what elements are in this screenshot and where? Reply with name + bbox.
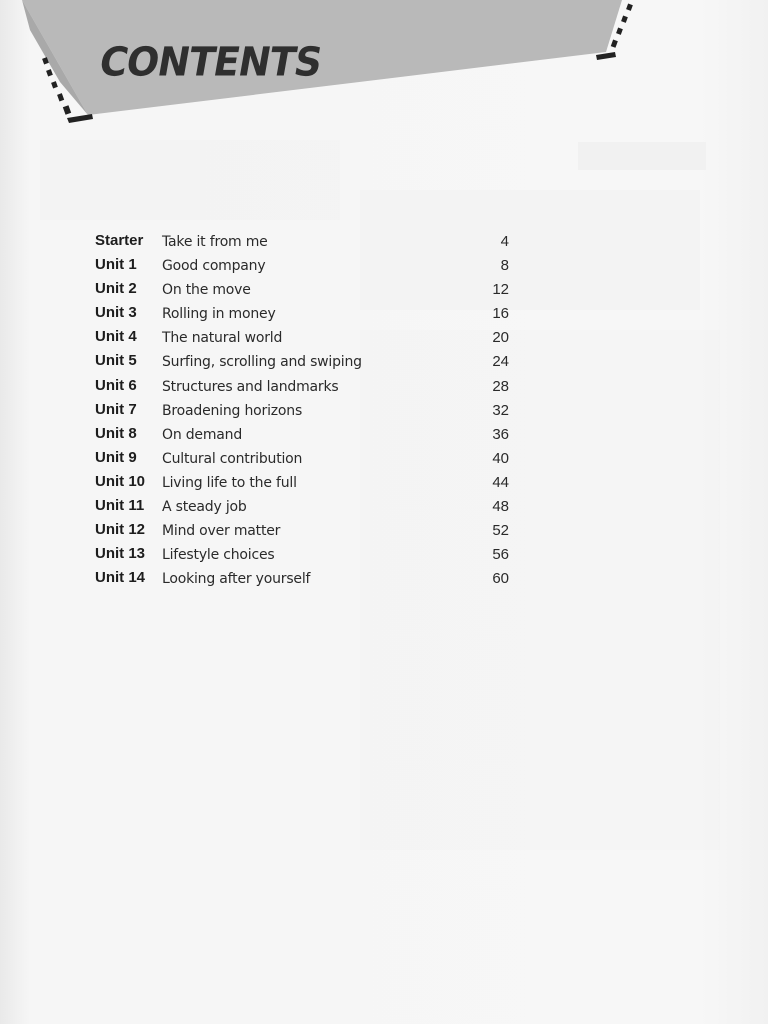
toc-unit-label: Unit 3	[95, 304, 137, 322]
toc-page-number: 4	[500, 233, 509, 250]
toc-unit-label: Unit 7	[95, 400, 137, 418]
toc-unit-title: On demand	[162, 426, 243, 443]
toc-row-unit-1[interactable]	[95, 253, 515, 277]
toc-page-number: 28	[492, 377, 509, 395]
toc-unit-label: Unit 9	[95, 448, 137, 466]
toc-unit-title: A steady job	[162, 499, 247, 516]
toc-page-number: 36	[492, 425, 509, 443]
toc-row-unit-10[interactable]	[95, 470, 515, 494]
toc-page-number: 20	[492, 329, 509, 347]
toc-row-unit-11[interactable]	[95, 494, 515, 518]
toc-page-number: 32	[492, 401, 509, 419]
show-through-block	[40, 140, 340, 220]
toc-row-unit-4[interactable]	[95, 325, 515, 349]
toc-row-unit-13[interactable]	[95, 542, 515, 566]
toc-unit-label: Unit 12	[95, 521, 146, 539]
toc-unit-label: Unit 6	[95, 376, 137, 394]
toc-page-number: 24	[492, 353, 509, 371]
toc-page-number: 8	[500, 257, 509, 275]
toc-unit-label: Starter	[95, 232, 144, 249]
toc-unit-title: Lifestyle choices	[162, 547, 275, 564]
toc-page-number: 52	[492, 522, 509, 540]
toc-unit-title: Broadening horizons	[162, 402, 303, 419]
toc-unit-title: Take it from me	[162, 234, 268, 250]
toc-unit-label: Unit 14	[95, 569, 146, 587]
toc-row-unit-6[interactable]	[95, 374, 515, 398]
toc-page-number: 40	[492, 449, 509, 467]
toc-unit-title: Rolling in money	[162, 306, 276, 323]
toc-unit-title: Mind over matter	[162, 523, 281, 540]
toc-page-number: 16	[492, 305, 509, 323]
page-title: CONTENTS	[95, 38, 326, 86]
show-through-block	[578, 142, 706, 170]
toc-row-unit-2[interactable]	[95, 277, 515, 301]
toc-unit-label: Unit 10	[95, 472, 146, 490]
toc-page-number: 48	[492, 498, 509, 516]
toc-page-number: 12	[492, 281, 509, 299]
toc-unit-title: On the move	[162, 282, 251, 299]
toc-row-unit-14[interactable]	[95, 566, 515, 590]
toc-unit-title: Surfing, scrolling and swiping	[162, 354, 362, 371]
toc-unit-title: Good company	[162, 258, 266, 275]
toc-row-unit-12[interactable]	[95, 518, 515, 542]
toc-unit-title: Living life to the full	[162, 474, 297, 491]
toc-row-unit-9[interactable]	[95, 446, 515, 470]
toc-unit-label: Unit 2	[95, 280, 137, 298]
toc-row-unit-3[interactable]	[95, 301, 515, 325]
toc-unit-label: Unit 5	[95, 352, 137, 370]
toc-unit-label: Unit 11	[95, 497, 145, 515]
toc-page-number: 44	[492, 473, 509, 491]
toc-page-number: 56	[492, 546, 509, 564]
toc-row-unit-8[interactable]	[95, 422, 515, 446]
toc-unit-title: Cultural contribution	[162, 450, 303, 467]
toc-unit-label: Unit 4	[95, 328, 137, 346]
toc-unit-label: Unit 8	[95, 424, 137, 442]
toc-unit-title: The natural world	[162, 330, 283, 347]
table-of-contents	[95, 229, 515, 590]
toc-row-starter[interactable]	[95, 229, 515, 253]
toc-unit-title: Structures and landmarks	[162, 378, 339, 395]
toc-unit-label: Unit 1	[95, 256, 137, 274]
toc-row-unit-5[interactable]	[95, 349, 515, 373]
toc-unit-title: Looking after yourself	[162, 571, 311, 588]
toc-unit-label: Unit 13	[95, 545, 146, 563]
toc-row-unit-7[interactable]	[95, 398, 515, 422]
toc-page-number: 60	[492, 570, 509, 588]
